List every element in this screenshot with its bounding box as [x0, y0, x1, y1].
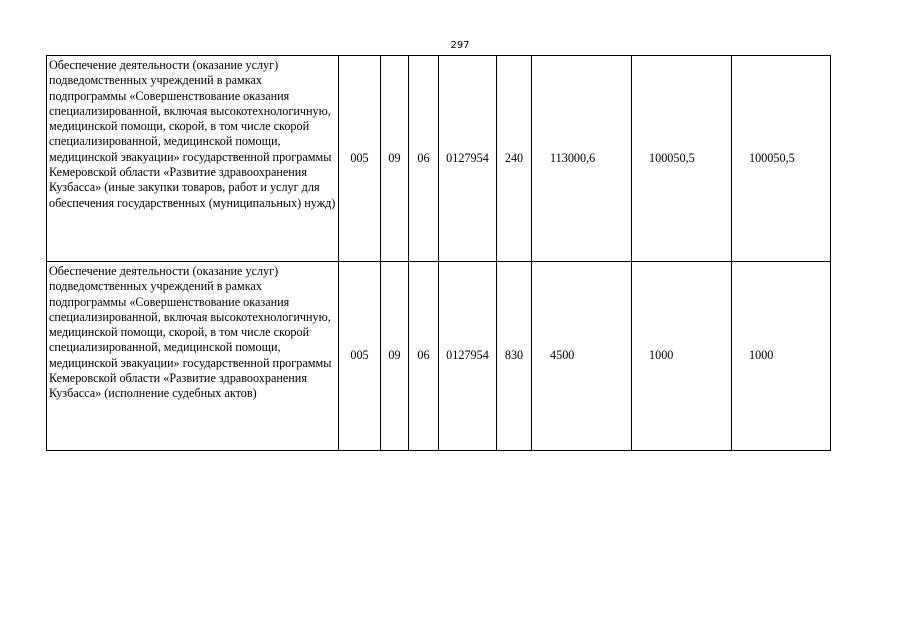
budget-table: [46, 55, 831, 451]
ministry-code-cell: 005: [339, 56, 381, 262]
table-row: [47, 56, 831, 262]
target-article-cell: 0127954: [439, 262, 497, 451]
amount-year-2-cell: 1000: [632, 262, 732, 451]
expense-description: Обеспечение деятельности (оказание услуг) подведомственных учреждений в рамках подпрограммы «Совершенствование оказания специализированной, включая высокотехнологичную, медицинской помощи, скорой, в том числе скорой специализированной, медицинской помощи, медицинской эвакуации» государственной программы Кемеровской области «Развитие здравоохранения Кузбасса» (исполнение судебных актов): [47, 262, 339, 451]
amount-year-1-cell: 113000,6: [532, 56, 632, 262]
amount-year-3-cell: 1000: [732, 262, 831, 451]
expense-type-cell: 240: [497, 56, 532, 262]
section-cell: 09: [381, 262, 409, 451]
subsection-cell: 06: [409, 56, 439, 262]
amount-year-3-cell: 100050,5: [732, 56, 831, 262]
ministry-code-cell: 005: [339, 262, 381, 451]
amount-year-2-cell: 100050,5: [632, 56, 732, 262]
target-article-cell: 0127954: [439, 56, 497, 262]
amount-year-1-cell: 4500: [532, 262, 632, 451]
expense-description: Обеспечение деятельности (оказание услуг) подведомственных учреждений в рамках подпрограммы «Совершенствование оказания специализированной, включая высокотехнологичную, медицинской помощи, скорой, в том числе скорой специализированной, медицинской помощи, медицинской эвакуации» государственной программы Кемеровской области «Развитие здравоохранения Кузбасса» (иные закупки товаров, работ и услуг для обеспечения государственных (муниципальных) нужд): [47, 56, 339, 262]
table-row: [47, 262, 831, 451]
expense-type-cell: 830: [497, 262, 532, 451]
section-cell: 09: [381, 56, 409, 262]
subsection-cell: 06: [409, 262, 439, 451]
page-number: 297: [450, 40, 470, 51]
